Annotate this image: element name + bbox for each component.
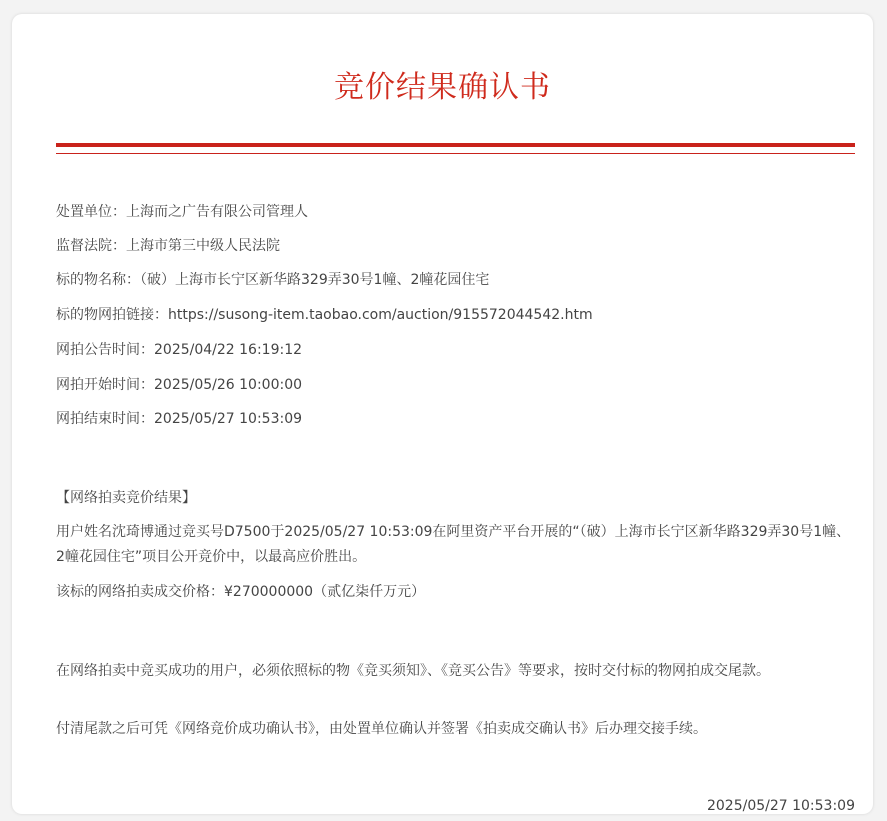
info-label: 网拍开始时间： <box>56 377 154 393</box>
title-divider-thin <box>56 153 855 154</box>
info-value: 2025/05/27 10:53:09 <box>154 411 303 427</box>
info-value: 2025/05/26 10:00:00 <box>154 377 303 393</box>
info-supervising-court <box>56 234 856 258</box>
info-item-name <box>56 268 856 292</box>
result-paragraph: 用户姓名沈琦博通过竞买号D7500于2025/05/27 10:53:09在阿里资产平台开展的“（破）上海市长宁区新华路329弄30号1幢、2幢花园住宅”项目公开竞价中，以最高应价胜出。 <box>56 524 851 565</box>
info-value: 上海而之广告有限公司管理人 <box>126 204 308 220</box>
result-heading: 【网络拍卖竞价结果】 <box>56 490 196 506</box>
footer-timestamp: 2025/05/27 10:53:09 <box>706 798 855 814</box>
info-label: 标的物名称： <box>56 272 140 288</box>
title-divider-thick <box>56 143 855 147</box>
info-label: 标的物网拍链接： <box>56 307 168 323</box>
confirmation-document <box>12 14 873 814</box>
info-label: 网拍结束时间： <box>56 411 154 427</box>
info-label: 监督法院： <box>56 238 126 254</box>
info-value: （破）上海市长宁区新华路329弄30号1幢、2幢花园住宅 <box>140 272 490 288</box>
info-auction-link <box>56 303 856 327</box>
info-announcement-time <box>56 338 856 362</box>
note-handover: 付清尾款之后可凭《网络竞价成功确认书》，由处置单位确认并签署《拍卖成交确认书》后办理交接手续。 <box>56 721 707 737</box>
info-label: 网拍公告时间： <box>56 342 154 358</box>
info-label: 处置单位： <box>56 204 126 220</box>
info-start-time <box>56 373 856 397</box>
info-disposal-unit <box>56 200 856 224</box>
price-line: 该标的网络拍卖成交价格：¥270000000（贰亿柒仟万元） <box>56 584 426 600</box>
info-value: 上海市第三中级人民法院 <box>126 238 280 254</box>
info-end-time <box>56 407 856 431</box>
info-value: 2025/04/22 16:19:12 <box>154 342 303 358</box>
auction-link[interactable]: https://susong-item.taobao.com/auction/915572044542.htm <box>168 307 593 323</box>
note-payment: 在网络拍卖中竞买成功的用户，必须依照标的物《竞买须知》、《竞买公告》等要求，按时交付标的物网拍成交尾款。 <box>56 663 770 679</box>
document-title: 竞价结果确认书 <box>334 70 551 105</box>
